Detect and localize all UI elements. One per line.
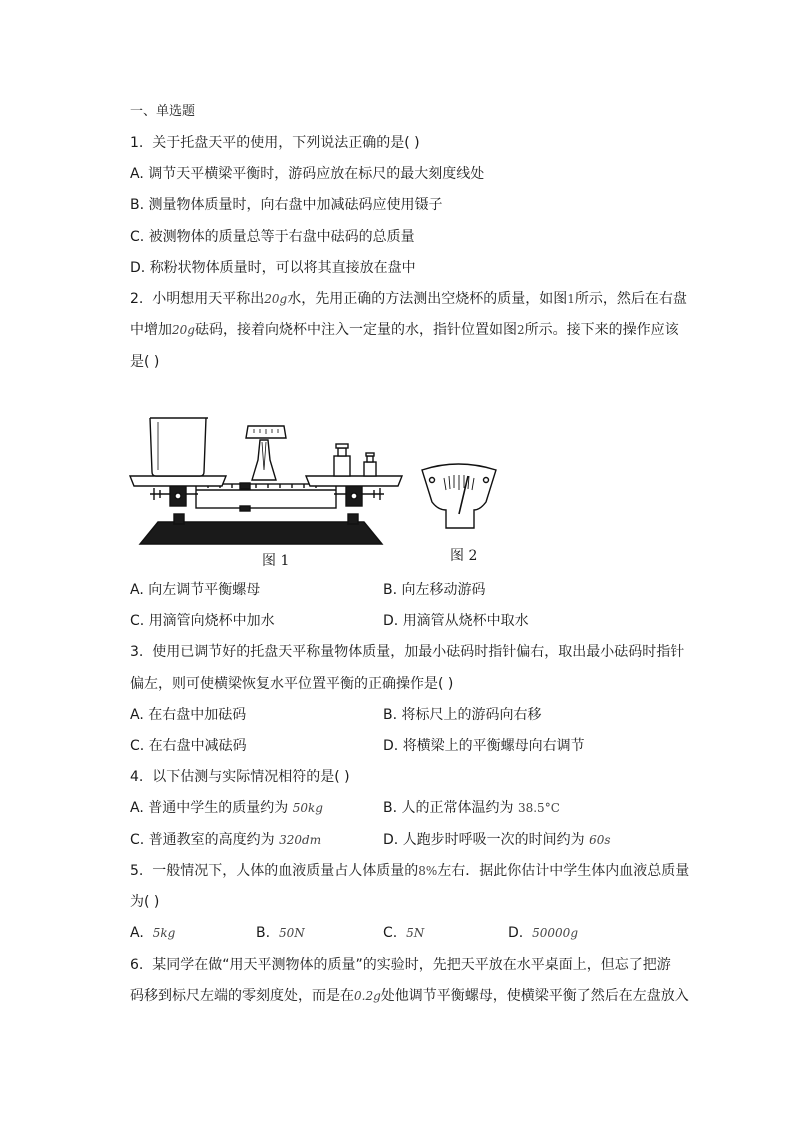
q4-stem <box>130 767 350 787</box>
q3-stem-line1 <box>130 642 684 662</box>
balance-figure-2 <box>422 464 496 528</box>
q1-stem <box>130 133 420 153</box>
math-value: 20g <box>172 323 195 337</box>
q2-option-c <box>130 611 275 631</box>
stem-text: 所示，然后在右盘 <box>574 291 687 307</box>
q5-stem-line1 <box>130 861 689 881</box>
q1-stem-text: 关于托盘天平的使用，下列说法正确的是( ) <box>152 135 420 151</box>
option-text: 在右盘中减砝码 <box>148 738 247 754</box>
option-text: 用滴管从烧杯中取水 <box>402 613 529 629</box>
q5-option-a <box>130 923 175 943</box>
option-label: A. <box>130 166 144 182</box>
q3-stem-line2: 偏左，则可使横梁恢复水平位置平衡的正确操作是( ) <box>130 676 454 692</box>
q6-stem-line1 <box>130 955 671 975</box>
q5-stem-line2: 为( ) <box>130 894 160 910</box>
option-label: D. <box>383 738 399 754</box>
math-value: 50kg <box>292 801 323 815</box>
q5-option-b <box>256 923 305 943</box>
math-value: 8% <box>418 864 438 878</box>
q1-number: 1. <box>130 135 144 151</box>
math-value: 60s <box>589 833 611 847</box>
q4-option-b <box>383 798 560 818</box>
q2-number: 2. <box>130 291 144 307</box>
stem-text: 一般情况下，人体的血液质量占人体质量的 <box>152 863 419 879</box>
q2-option-b <box>383 580 486 600</box>
q2-stem-line1 <box>130 289 687 309</box>
option-text: 测量物体质量时，向右盘中加减砝码应使用镊子 <box>148 197 443 213</box>
option-label: B. <box>383 800 398 816</box>
math-value: 5kg <box>152 926 176 940</box>
figure-2-caption: 图 2 <box>450 548 478 564</box>
q4-option-d <box>383 830 611 850</box>
q3-number: 3. <box>130 644 144 660</box>
stem-text: 砝码，接着向烧杯中注入一定量的水，指针位置如图 <box>194 322 517 338</box>
option-label: D. <box>130 260 146 276</box>
option-text: 普通中学生的质量约为 <box>148 800 289 816</box>
option-text: 人跑步时呼吸一次的时间约为 <box>402 832 585 848</box>
q6-stem-line2 <box>130 986 689 1006</box>
option-text: 将标尺上的游码向右移 <box>401 707 542 723</box>
stem-text: 水，先用正确的方法测出空烧杯的质量，如图 <box>287 291 568 307</box>
q2-option-a <box>130 580 260 600</box>
option-label: A. <box>130 800 144 816</box>
math-value: 50N <box>278 926 305 940</box>
option-label: B. <box>383 582 398 598</box>
option-label: B. <box>256 925 271 941</box>
math-value: 38.5°C <box>517 801 560 815</box>
option-text: 在右盘中加砝码 <box>148 707 247 723</box>
option-label: C. <box>383 925 398 941</box>
math-value: 50000g <box>532 926 578 940</box>
stem-text: 小明想用天平称出 <box>152 291 265 307</box>
option-label: B. <box>130 197 145 213</box>
q1-option-a <box>130 164 484 184</box>
option-label: A. <box>130 582 144 598</box>
option-label: D. <box>383 832 399 848</box>
option-text: 人的正常体温约为 <box>401 800 514 816</box>
q5-option-c <box>383 923 424 943</box>
q1-option-b <box>130 195 443 215</box>
balance-figure-1 <box>130 418 402 544</box>
section-title: 一、单选题 <box>130 104 196 119</box>
option-label: C. <box>130 832 145 848</box>
q3-option-b <box>383 705 542 725</box>
q4-option-c <box>130 830 321 850</box>
option-text: 用滴管向烧杯中加水 <box>148 613 275 629</box>
stem-text: 以下估测与实际情况相符的是( ) <box>152 769 350 785</box>
q5-option-d <box>508 923 578 943</box>
q5-number: 5. <box>130 863 144 879</box>
stem-text: 所示。接下来的操作应该 <box>524 322 679 338</box>
q4-number: 4. <box>130 769 144 785</box>
option-text: 向左移动游码 <box>401 582 486 598</box>
option-text: 调节天平横梁平衡时，游码应放在标尺的最大刻度线处 <box>148 166 485 182</box>
stem-text: 处他调节平衡螺母，使横梁平衡了然后在左盘放入 <box>380 988 689 1004</box>
math-value: 320dm <box>279 833 322 847</box>
option-label: D. <box>383 613 399 629</box>
q1-option-d <box>130 258 416 278</box>
math-value: 0.2g <box>354 989 381 1003</box>
option-label: C. <box>130 613 145 629</box>
stem-text: 某同学在做“用天平测物体的质量”的实验时，先把天平放在水平桌面上，但忘了把游 <box>152 957 671 973</box>
option-label: A. <box>130 925 144 941</box>
option-label: B. <box>383 707 398 723</box>
stem-text: 码移到标尺左端的零刻度处，而是在 <box>130 988 354 1004</box>
math-value: 20g <box>264 292 288 306</box>
q4-option-a <box>130 798 323 818</box>
figure-1-caption: 图 1 <box>262 553 290 569</box>
q3-option-a <box>130 705 246 725</box>
option-text: 将横梁上的平衡螺母向右调节 <box>402 738 585 754</box>
q6-number: 6. <box>130 957 144 973</box>
stem-text: 使用已调节好的托盘天平称量物体质量，加最小砝码时指针偏右，取出最小砝码时指针 <box>152 644 685 660</box>
stem-text: 中增加 <box>130 322 172 338</box>
q3-option-d <box>383 736 585 756</box>
option-label: C. <box>130 229 145 245</box>
option-text: 向左调节平衡螺母 <box>148 582 261 598</box>
math-value: 2 <box>516 323 525 337</box>
math-value: 1 <box>567 292 575 306</box>
q2-stem-line2 <box>130 320 679 340</box>
q2-option-d <box>383 611 529 631</box>
option-text: 被测物体的质量总等于右盘中砝码的总质量 <box>148 229 415 245</box>
option-label: D. <box>508 925 524 941</box>
q2-figure <box>128 410 528 574</box>
q1-option-c <box>130 227 415 247</box>
math-value: 5N <box>406 926 425 940</box>
option-label: C. <box>130 738 145 754</box>
option-text: 称粉状物体质量时，可以将其直接放在盘中 <box>149 260 416 276</box>
option-label: A. <box>130 707 144 723</box>
q2-stem-line3: 是( ) <box>130 354 160 370</box>
stem-text: 左右．据此你估计中学生体内血液总质量 <box>437 863 690 879</box>
option-text: 普通教室的高度约为 <box>148 832 275 848</box>
q3-option-c <box>130 736 247 756</box>
